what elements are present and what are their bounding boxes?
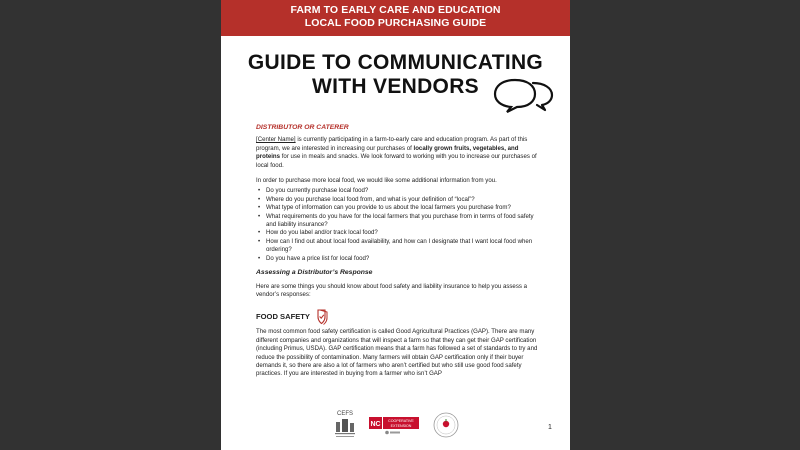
seal-logo <box>433 412 459 438</box>
banner-line-1: FARM TO EARLY CARE AND EDUCATION <box>290 4 501 16</box>
title-line-1: GUIDE TO COMMUNICATING <box>247 51 544 74</box>
center-name-placeholder: [Center Name] <box>256 136 296 144</box>
cefs-logo <box>333 408 357 440</box>
header-banner <box>221 0 570 36</box>
svg-text:COOPERATIVE: COOPERATIVE <box>388 419 414 423</box>
title-line-2: WITH VENDORS <box>312 74 479 98</box>
document-page <box>221 0 570 450</box>
speech-bubbles-icon <box>493 77 555 113</box>
shield-check-icon <box>313 308 331 326</box>
page-number: 1 <box>548 424 552 431</box>
svg-text:CEFS: CEFS <box>336 411 354 417</box>
food-safety-paragraph: The most common food safety certification is called Good Agricultural Practices (GAP). There are many different companies and organizations that will inspect a farm so that they can get their GAP certification (including Primus, USDA). GAP certification means that a farm has followed a set of standards to try and reduce the possibility of contamination. Many farmers will obtain GAP certification only if their buyer demands it, so there are also a lot of farmers who aren’t certified but who still use good food safety practices. If you are interested in buying from a farmer who isn’t GAP <box>256 328 538 378</box>
questions-intro: In order to purchase more local food, we would like some additional information from you. <box>256 177 497 185</box>
svg-text:NC: NC <box>370 421 381 428</box>
list-item: • Where do you purchase local food from, and what is your definition of “local”? <box>265 196 540 204</box>
food-safety-heading: FOOD SAFETY <box>256 312 311 322</box>
banner-line-2: LOCAL FOOD PURCHASING GUIDE <box>304 17 487 29</box>
list-item: • What type of information can you provide to us about the local farmers you purchase from? <box>265 204 540 212</box>
assessing-heading: Assessing a Distributor’s Response <box>256 269 373 277</box>
section-heading: DISTRIBUTOR OR CATERER <box>256 124 349 131</box>
list-item: • How can I find out about local food availability, and how can I designate that I want local food when ordering? <box>265 238 540 255</box>
nc-cooperative-extension-logo <box>369 417 419 435</box>
questions-list <box>256 187 540 263</box>
assessing-paragraph: Here are some things you should know about food safety and liability insurance to help you assess a vendor’s responses: <box>256 282 527 298</box>
footer-logos <box>221 408 570 442</box>
list-item: • How do you label and/or track local food? <box>265 229 540 237</box>
intro-paragraph <box>256 136 540 170</box>
paragraph-bold-text: locally grown fruits, vegetables, and proteins <box>256 144 519 161</box>
list-item: • Do you currently purchase local food? <box>265 187 540 195</box>
paragraph-text-b: for use in meals and snacks. We look forward to working with you to increase our purchases of local food. <box>256 153 537 169</box>
list-item: • What requirements do you have for the local farmers that you purchase from in terms of food safety and liability insurance? <box>265 213 540 230</box>
list-item: • Do you have a price list for local food? <box>265 255 540 263</box>
content-area <box>256 120 540 386</box>
food-safety-heading-row <box>256 308 540 326</box>
svg-text:EXTENSION: EXTENSION <box>390 424 412 428</box>
paragraph-text-a: is currently participating in a farm-to-early care and education program. As part of this program, we are interested in increasing our purchases of <box>256 136 528 152</box>
